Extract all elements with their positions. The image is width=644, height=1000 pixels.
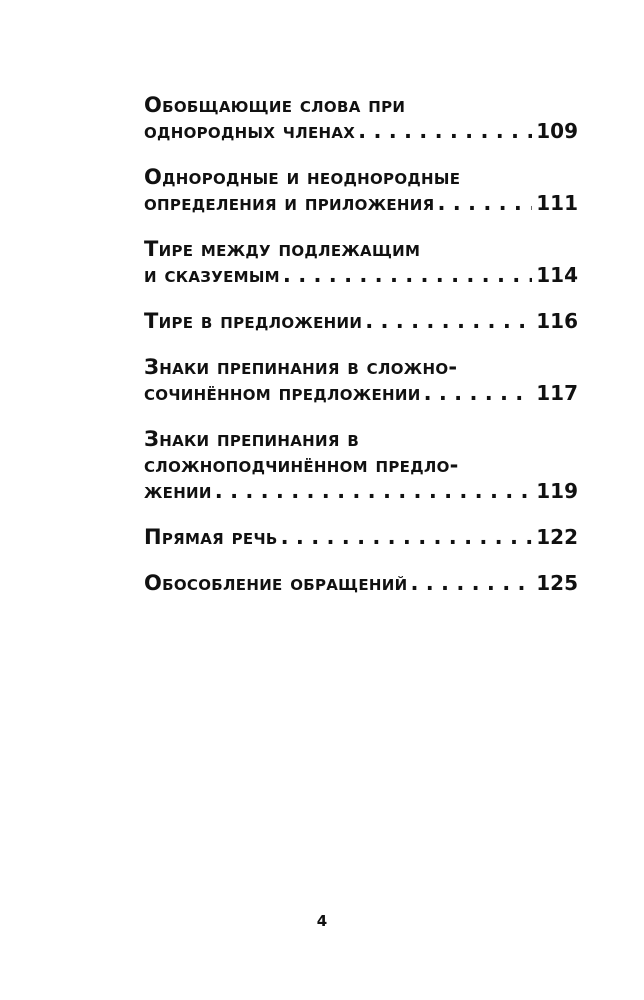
toc-entry-title-line: Знаки препинания в сложно- [144, 355, 458, 379]
toc-entry[interactable] [144, 164, 578, 216]
toc-entry-title-line: Тире между подлежащим [144, 237, 421, 261]
toc-entry[interactable] [144, 524, 578, 550]
toc-entry-title-line: Знаки препинания в [144, 427, 360, 451]
toc-entry-title-line: сложноподчинённом предло- [144, 453, 459, 477]
dot-leader [365, 308, 532, 334]
toc-page-number: 122 [536, 525, 578, 549]
dot-leader [281, 524, 533, 550]
dot-leader [410, 570, 532, 596]
dot-leader [215, 478, 532, 504]
toc-entry[interactable] [144, 236, 578, 288]
toc-page-number: 125 [536, 571, 578, 595]
toc-page-number: 111 [536, 191, 578, 215]
toc-entry[interactable] [144, 426, 578, 504]
toc-page-number: 116 [536, 309, 578, 333]
dot-leader [424, 380, 533, 406]
toc-entry[interactable] [144, 308, 578, 334]
toc-entry-title-line: Однородные и неоднородные [144, 165, 461, 189]
table-of-contents [144, 92, 578, 616]
toc-entry-title-line: жении [144, 479, 212, 503]
toc-entry[interactable] [144, 354, 578, 406]
toc-entry-title-line: и сказуемым [144, 263, 280, 287]
toc-entry-title-line: Обобщающие слова при [144, 93, 406, 117]
toc-entry-title-line: Обособление обращений [144, 571, 408, 595]
toc-entry-title-line: Тире в предложении [144, 309, 363, 333]
dot-leader [358, 118, 532, 144]
toc-page-number: 114 [536, 263, 578, 287]
toc-entry-title-line: сочинённом предложении [144, 381, 421, 405]
toc-entry-title-line: Прямая речь [144, 525, 278, 549]
toc-entry-title-line: однородных членах [144, 119, 356, 143]
page-number: 4 [316, 912, 328, 930]
toc-entry[interactable] [144, 92, 578, 144]
dot-leader [283, 262, 532, 288]
toc-page-number: 109 [536, 119, 578, 143]
toc-page-number: 119 [536, 479, 578, 503]
toc-entry-title-line: определения и приложения [144, 191, 435, 215]
toc-entry[interactable] [144, 570, 578, 596]
dot-leader [437, 190, 532, 216]
toc-page-number: 117 [536, 381, 578, 405]
